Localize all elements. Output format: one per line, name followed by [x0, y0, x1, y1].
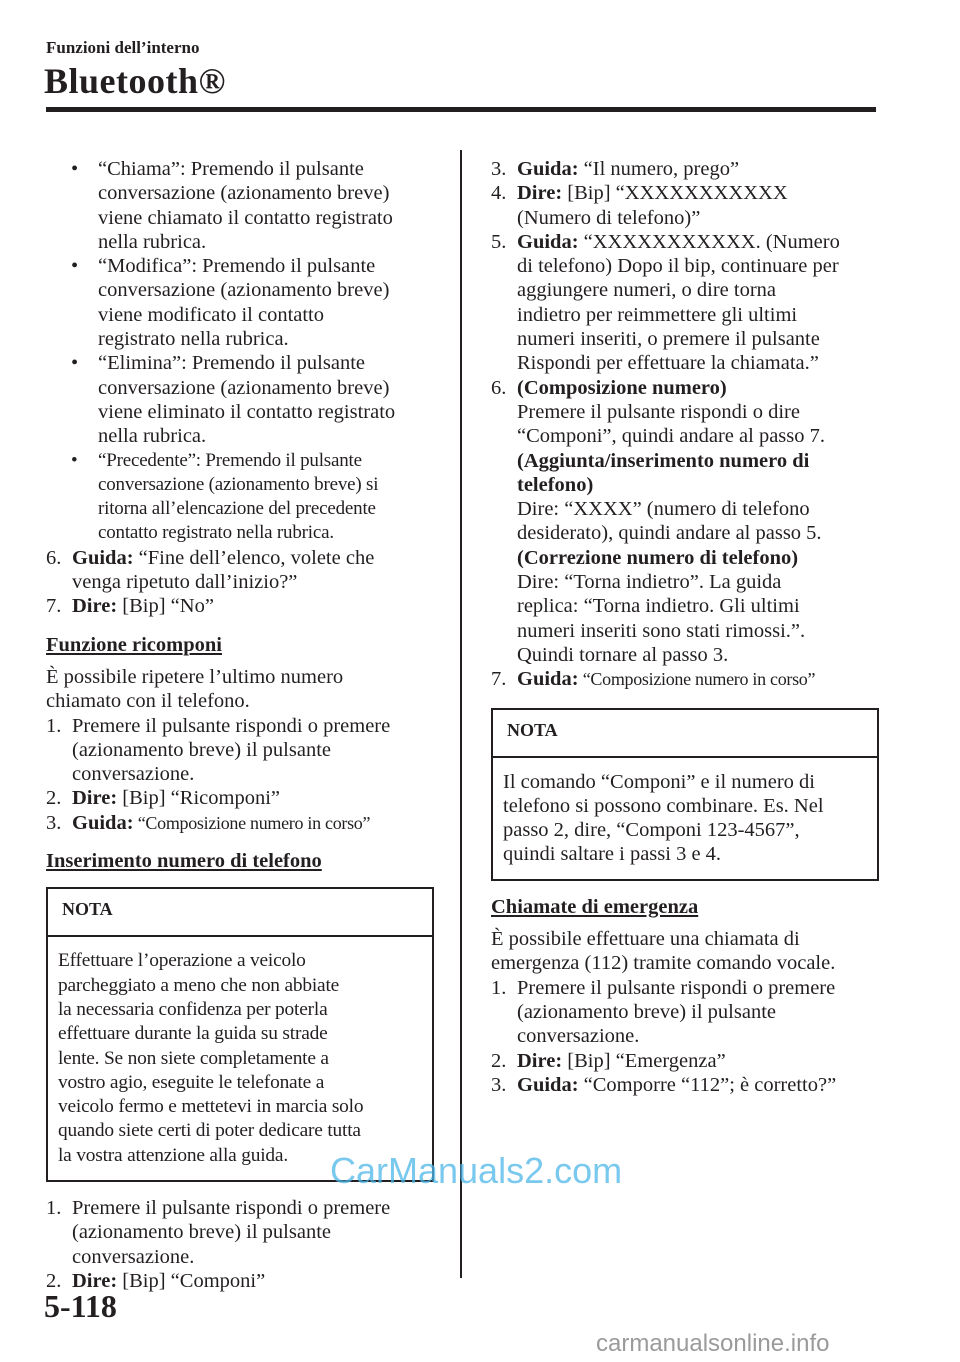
bullet-line: conversazione (azionamento breve) — [98, 376, 390, 399]
note-box — [491, 708, 879, 881]
step-text: venga ripetuto dall’inizio?” — [72, 571, 298, 594]
note-line: effettuare durante la guida su strade — [58, 1023, 328, 1045]
step-keyword: Guida: — [72, 546, 134, 569]
step-item — [491, 976, 879, 1049]
step-number: 3. — [491, 158, 507, 180]
step-text: (azionamento breve) il pulsante — [517, 1000, 776, 1023]
note-box — [46, 887, 434, 1182]
note-line: Effettuare l’operazione a veicolo — [58, 950, 306, 972]
note-label: NOTA — [48, 889, 432, 937]
bullet-icon: • — [71, 449, 78, 471]
note-body — [493, 758, 877, 879]
note-line: la necessaria confidenza per poterla — [58, 998, 328, 1020]
step-text: [Bip] “No” — [117, 595, 214, 618]
step-number: 1. — [491, 976, 507, 999]
redial-paragraph — [46, 665, 434, 714]
step-number: 3. — [46, 811, 62, 834]
step-number: 3. — [491, 1073, 507, 1096]
step-text: (Numero di telefono)” — [517, 206, 701, 229]
paragraph-line: chiamato con il telefono. — [46, 690, 250, 713]
step-text: Premere il pulsante rispondi o dire — [517, 400, 800, 423]
step-text: “Componi”, quindi andare al passo 7. — [517, 425, 826, 448]
bullet-icon: • — [71, 255, 79, 278]
bullet-line: conversazione (azionamento breve) — [98, 279, 390, 302]
bullet-icon: • — [71, 158, 79, 180]
bullet-line: “Chiama”: Premendo il pulsante — [98, 158, 364, 180]
step-text: Quindi tornare al passo 3. — [517, 643, 729, 666]
step-number: 6. — [491, 376, 507, 399]
column-divider — [460, 150, 462, 1278]
step-subheading: telefono) — [517, 473, 594, 496]
step-keyword: Guida: — [72, 811, 134, 834]
bullet-line: nella rubrica. — [98, 230, 207, 253]
step-keyword: Dire: — [72, 1269, 118, 1292]
step-item — [491, 1073, 879, 1097]
step-item — [491, 181, 879, 230]
bullet-line: “Elimina”: Premendo il pulsante — [98, 352, 366, 375]
step-text: numeri inseriti sono stati rimossi.”. — [517, 619, 806, 642]
step-item — [46, 714, 434, 787]
section-title-redial: Funzione ricomponi — [46, 633, 222, 656]
step-number: 7. — [46, 595, 62, 618]
step-item — [491, 157, 879, 181]
bullet-line: “Modifica”: Premendo il pulsante — [98, 255, 376, 278]
note-label: NOTA — [493, 710, 877, 758]
note-line: quando siete certi di poter dedicare tutta — [58, 1120, 361, 1142]
step-number: 2. — [491, 1049, 507, 1072]
step-text: replica: “Torna indietro. Gli ultimi — [517, 595, 800, 618]
bullet-line: viene chiamato il contatto registrato — [98, 206, 393, 229]
header-divider — [46, 107, 876, 112]
emergency-paragraph — [491, 927, 879, 976]
step-keyword: Dire: — [517, 182, 563, 205]
step-text: (azionamento breve) il pulsante — [72, 1221, 331, 1244]
paragraph-line: emergenza (112) tramite comando vocale. — [491, 952, 836, 975]
watermark-logo: CarManuals2.com — [330, 1150, 623, 1191]
step-text: [Bip] “XXXXXXXXXXX — [562, 182, 788, 205]
step-text: “Il numero, prego” — [578, 158, 740, 180]
note-line: lente. Se non siete completamente a — [58, 1047, 329, 1069]
step-subheading: (Aggiunta/inserimento numero di — [517, 449, 810, 472]
note-line: parcheggiato a meno che non abbiate — [58, 974, 340, 996]
step-text: “Comporre “112”; è corretto?” — [578, 1073, 837, 1096]
page-number: 5-118 — [44, 1288, 117, 1324]
step-number: 1. — [46, 714, 62, 737]
step-text: Rispondi per effettuare la chiamata.” — [517, 352, 819, 375]
section-label: Funzioni dell’interno — [46, 38, 200, 57]
step-item — [46, 786, 434, 810]
bullet-line: viene modificato il contatto — [98, 303, 325, 326]
step-item — [491, 667, 879, 691]
bullet-line: nella rubrica. — [98, 425, 207, 448]
step-text: [Bip] “Componi” — [117, 1269, 266, 1292]
bullet-line: viene eliminato il contatto registrato — [98, 400, 396, 423]
bullet-item — [46, 449, 434, 546]
note-body — [48, 937, 432, 1180]
step-keyword: Dire: — [72, 787, 118, 810]
step-text: numeri inseriti, o premere il pulsante — [517, 328, 820, 351]
step-number: 6. — [46, 546, 62, 569]
step-number: 4. — [491, 182, 507, 205]
step-keyword: Guida: — [517, 230, 579, 253]
step-text: Dire: “Torna indietro”. La guida — [517, 571, 782, 594]
bullet-icon: • — [71, 352, 79, 375]
step-text: “Fine dell’elenco, volete che — [133, 546, 375, 569]
step-number: 5. — [491, 230, 507, 253]
step-text: indietro per reimmettere gli ultimi — [517, 303, 798, 326]
step-number: 2. — [46, 787, 62, 810]
step-keyword: Dire: — [72, 595, 118, 618]
bullet-line: conversazione (azionamento breve) — [98, 182, 390, 205]
bullet-item — [46, 254, 434, 351]
step-text: Premere il pulsante rispondi o premere — [517, 976, 836, 999]
step-text: conversazione. — [72, 1245, 195, 1268]
bullet-line: contatto registrato nella rubrica. — [98, 522, 334, 544]
bullet-line: ritorna all’elencazione del precedente — [98, 498, 376, 520]
step-text: di telefono) Dopo il bip, continuare per — [517, 255, 839, 278]
note-line: la vostra attenzione alla guida. — [58, 1144, 288, 1166]
step-text: Premere il pulsante rispondi o premere — [72, 714, 391, 737]
step-text: desiderato), quindi andare al passo 5. — [517, 522, 822, 545]
step-item — [491, 230, 879, 376]
paragraph-line: È possibile ripetere l’ultimo numero — [46, 665, 344, 688]
step-text: Dire: “XXXX” (numero di telefono — [517, 498, 810, 521]
note-line: quindi saltare i passi 3 e 4. — [503, 843, 722, 866]
section-title-emergency: Chiamate di emergenza — [491, 895, 699, 918]
note-line: passo 2, dire, “Componi 123-4567”, — [503, 819, 800, 842]
step-subheading: (Correzione numero di telefono) — [517, 546, 799, 569]
left-column — [46, 157, 434, 1293]
step-subheading: (Composizione numero) — [517, 376, 727, 399]
step-text: conversazione. — [72, 763, 195, 786]
step-item — [46, 594, 434, 618]
step-text: [Bip] “Emergenza” — [562, 1049, 726, 1072]
step-text: Premere il pulsante rispondi o premere — [72, 1196, 391, 1219]
step-number: 1. — [46, 1196, 62, 1219]
step-item — [491, 376, 879, 668]
step-text: conversazione. — [517, 1025, 640, 1048]
right-column — [491, 157, 879, 1097]
note-line: veicolo fermo e mettetevi in marcia solo — [58, 1096, 364, 1118]
section-title-phone-input: Inserimento numero di telefono — [46, 850, 322, 873]
step-keyword: Dire: — [517, 1049, 563, 1072]
paragraph-line: È possibile effettuare una chiamata di — [491, 928, 800, 951]
step-item — [491, 1049, 879, 1073]
step-text: “Composizione numero in corso” — [133, 812, 371, 833]
step-keyword: Guida: — [517, 668, 579, 691]
page-title: Bluetooth® — [44, 61, 226, 101]
step-number: 2. — [46, 1269, 62, 1292]
step-item — [46, 811, 434, 835]
step-keyword: Guida: — [517, 158, 579, 180]
step-number: 7. — [491, 668, 507, 691]
note-line: telefono si possono combinare. Es. Nel — [503, 794, 824, 817]
bullet-line: registrato nella rubrica. — [98, 328, 289, 351]
bullet-item — [46, 157, 434, 254]
bullet-item — [46, 351, 434, 448]
watermark-footer: carmanualsonline.info — [596, 1330, 830, 1357]
step-item — [46, 546, 434, 595]
bullet-line: conversazione (azionamento breve) si — [98, 473, 379, 495]
step-text: “Composizione numero in corso” — [578, 669, 816, 690]
step-item — [46, 1196, 434, 1269]
step-text: (azionamento breve) il pulsante — [72, 738, 331, 761]
bullet-line: “Precedente”: Premendo il pulsante — [98, 449, 362, 471]
step-text: aggiungere numeri, o dire torna — [517, 279, 777, 302]
step-keyword: Guida: — [517, 1073, 579, 1096]
note-line: Il comando “Componi” e il numero di — [503, 770, 815, 793]
step-text: “XXXXXXXXXXX. (Numero — [578, 230, 840, 253]
note-line: vostro agio, eseguite le telefonate a — [58, 1071, 325, 1093]
step-text: [Bip] “Ricomponi” — [117, 787, 280, 810]
